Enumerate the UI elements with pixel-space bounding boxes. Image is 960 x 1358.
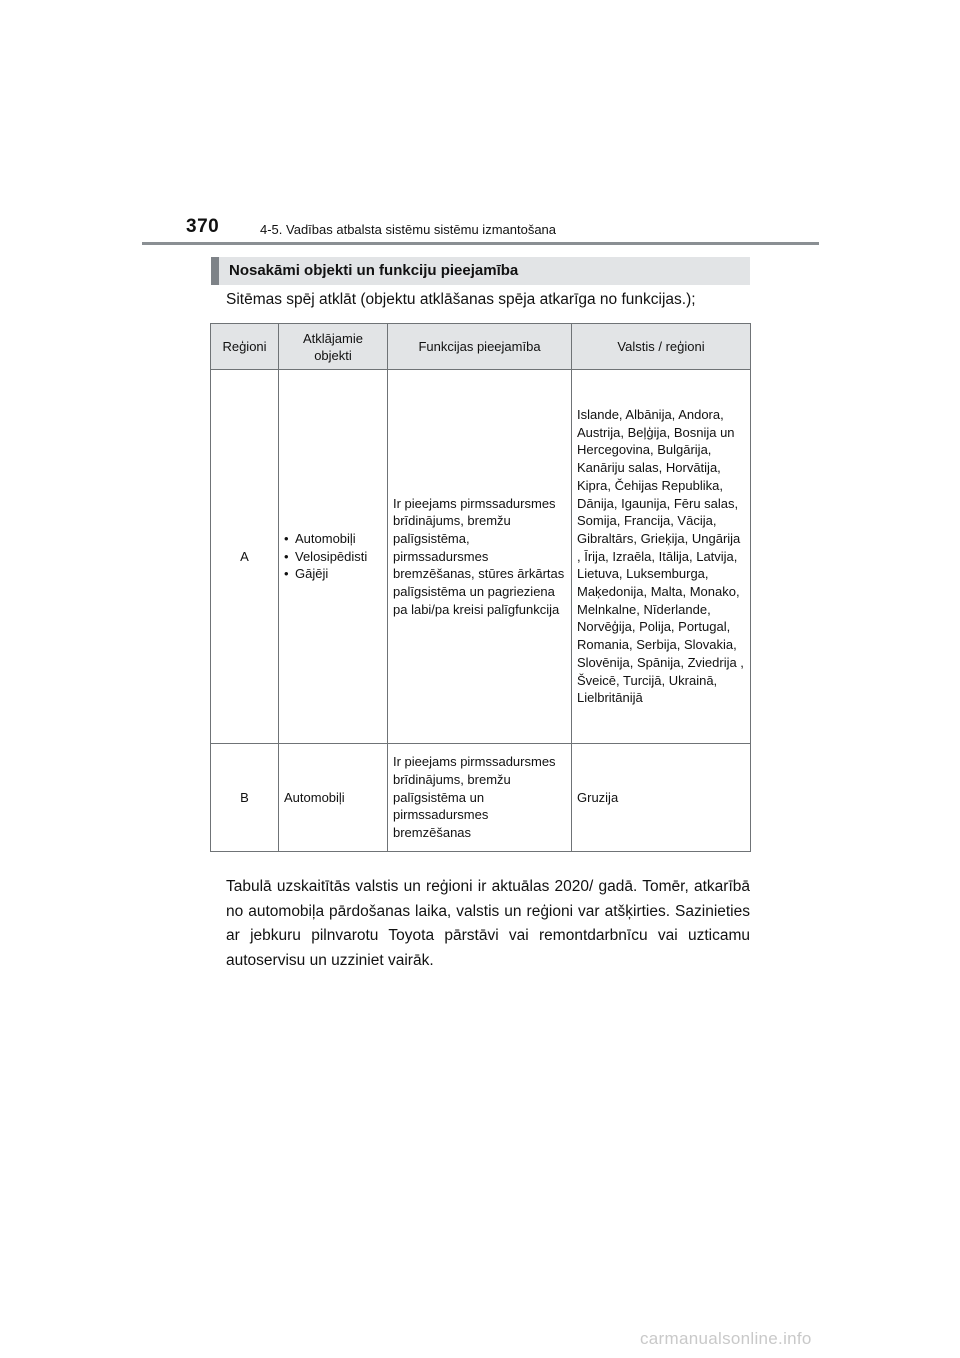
list-item: • Gājēji <box>284 565 382 583</box>
availability-note: Tabulā uzskaitītās valstis un reģioni ir aktuālas 2020/ gadā. Tomēr, atkarībā no automobiļa pārdošanas laika, valstis un reģioni var atšķirties. Sazinieties ar jebkuru pilnvarotu Toyota pārstāvi vai remontdarbnīcu vai uzticamu autoservisu un uzziniet vairāk. <box>226 878 750 969</box>
objects-list <box>284 530 382 583</box>
header-regions: Reģioni <box>211 324 279 370</box>
table-header-row <box>211 324 751 370</box>
table-row <box>211 370 751 744</box>
functions-cell: Ir pieejams pirmssadursmes brīdinājums, bremžu palīgsistēma un pirmssadursmes bremzēšanas <box>388 744 572 852</box>
objects-cell: Automobiļi <box>279 744 388 852</box>
page-number: 370 <box>186 216 220 237</box>
watermark: carmanualsonline.info <box>640 1329 812 1348</box>
header-countries: Valstis / reģioni <box>572 324 751 370</box>
objects-cell <box>279 370 388 744</box>
countries-cell: Islande, Albānija, Andora, Austrija, Beļģija, Bosnija un Hercegovina, Bulgārija, Kanāriju salas, Horvātija, Kipra, Čehijas Republika, Dānija, Igaunija, Fēru salas, Somija, Francija, Vācija, Gibraltārs, Grieķija, Ungārija , Īrija, Izraēla, Itālija, Latvija, Lietuva, Luksemburga, Maķedonija, Malta, Monako, Melnkalne, Nīderlande, Norvēģija, Polija, Portugal, Romania, Serbija, Slovakia, Slovēnija, Spānija, Zviedrija , Šveicē, Turcijā, Ukrainā, Lielbritānijā <box>572 370 751 744</box>
intro-text: Sitēmas spēj atklāt (objektu atklāšanas spēja atkarīga no funkcijas.); <box>226 291 696 308</box>
header-functions: Funkcijas pieejamība <box>388 324 572 370</box>
list-item: • Velosipēdisti <box>284 548 382 566</box>
functions-cell: Ir pieejams pirmssadursmes brīdinājums, bremžu palīgsistēma, pirmssadursmes bremzēšanas, stūres ārkārtas palīgsistēma un pagrieziena pa labi/pa kreisi palīgfunkcija <box>388 370 572 744</box>
table-row <box>211 744 751 852</box>
header-divider <box>142 242 819 245</box>
regions-table <box>210 323 751 852</box>
header-objects: Atklājamie objekti <box>279 324 388 370</box>
region-cell: B <box>211 744 279 852</box>
chapter-title: 4-5. Vadības atbalsta sistēmu sistēmu izmantošana <box>260 222 557 237</box>
list-item: • Automobiļi <box>284 530 382 548</box>
countries-cell: Gruzija <box>572 744 751 852</box>
section-heading: Nosakāmi objekti un funkciju pieejamība <box>211 257 750 285</box>
region-cell: A <box>211 370 279 744</box>
